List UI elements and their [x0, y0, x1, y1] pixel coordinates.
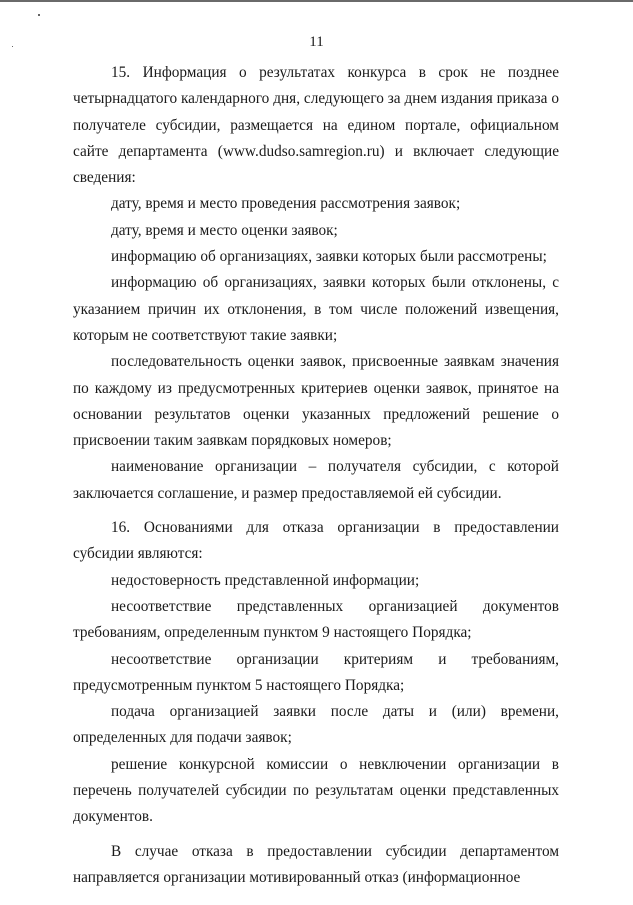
list-item-late-submission: подача организацией заявки после даты и (или) времени, определенных для подачи заявок; — [73, 703, 559, 747]
list-item-rejected-orgs: информацию об организациях, заявки которых были отклонены, с указанием причин их отклонения, в том числе положений извещения, которым не соответствуют такие заявки; — [73, 274, 559, 344]
list-item-commission-decision: решение конкурсной комиссии о невключении организации в перечень получателей субсидии по результатам оценки представленных документов. — [73, 755, 559, 826]
paragraph-refusal-notice: В случае отказа в предоставлении субсидии департаментом направляется организации мотивированный отказ (информационное — [73, 842, 559, 886]
list-item-criteria-mismatch: несоответствие организации критериям и требованиям, предусмотренным пунктом 5 настоящего Порядка; — [73, 650, 559, 694]
list-item-review-date: дату, время и место проведения рассмотрения заявок; — [111, 195, 461, 213]
page-number: 11 — [309, 34, 324, 50]
list-item-documents-mismatch: несоответствие представленных организацией документов требованиям, определенным пунктом 9 настоящего Порядка; — [73, 597, 559, 642]
list-item-reviewed-orgs: информацию об организациях, заявки которых были рассмотрены; — [111, 248, 547, 266]
scan-edge-line — [0, 0, 633, 2]
document-body — [73, 60, 559, 891]
scan-speck — [38, 14, 40, 16]
paragraph-item-16: 16. Основаниями для отказа организации в предоставлении субсидии являются: — [73, 519, 559, 563]
list-item-evaluation-date: дату, время и место оценки заявок; — [111, 221, 338, 239]
list-item-recipient-name: наименование организации – получателя субсидии, с которой заключается соглашение, и размер предоставляемой ей субсидии. — [73, 458, 559, 502]
list-item-evaluation-sequence: последовательность оценки заявок, присвоенные заявкам значения по каждому из предусмотренных критериев оценки заявок, принятое на основании результатов оценки указанных предложений решение о присвоении таким заявкам порядковых номеров; — [73, 353, 559, 450]
paragraph-item-15: 15. Информация о результатах конкурса в срок не позднее четырнадцатого календарного дня, следующего за днем издания приказа о получателе субсидии, размещается на едином портале, официальном сайте департамента (www.dudso.samregion.ru) и включает следующие сведения: — [73, 64, 559, 187]
list-item-inaccuracy: недостоверность представленной информации; — [111, 571, 420, 589]
